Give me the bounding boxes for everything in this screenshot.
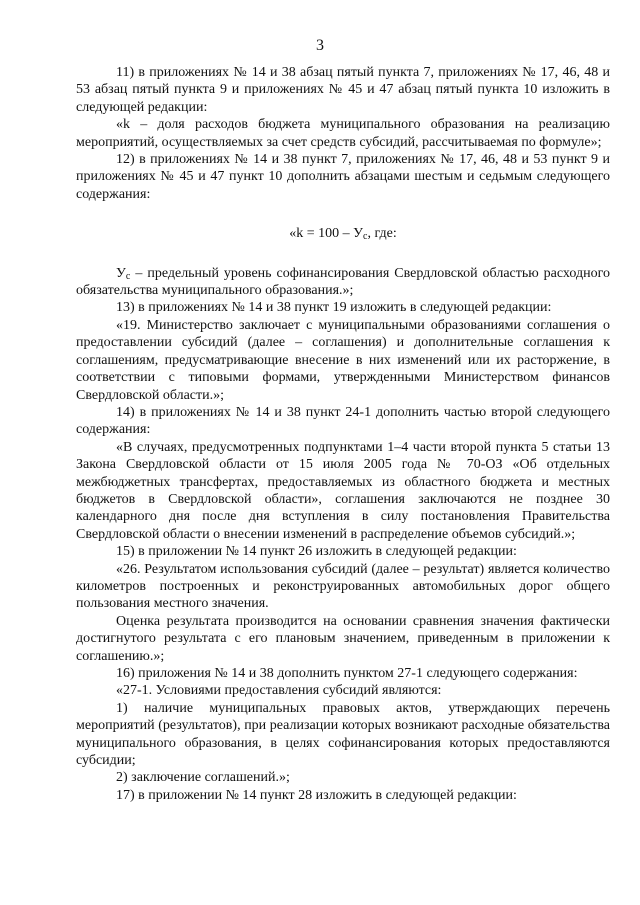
paragraph-item-17: 17) в приложении № 14 пункт 28 изложить в следующей редакции:: [116, 787, 517, 803]
formula-tail: , где:: [367, 226, 397, 242]
formula: [76, 225, 610, 242]
paragraph-item-11: 11) в приложениях № 14 и 38 абзац пятый пункта 7, приложениях № 17, 46, 48 и 53 абзац пятый пункта 9 и приложениях № 45 и 47 абзац пятый пункта 10 изложить в следующей редакции:: [76, 65, 610, 115]
uc-subscript: с: [125, 270, 131, 282]
uc-symbol: У: [116, 265, 126, 281]
uc-definition-text: – предельный уровень софинансирования Свердловской областью расходного обязательства муниципального образования.»;: [76, 265, 610, 299]
paragraph-result-assessment: Оценка результата производится на основании сравнения значения фактически достигнутого результата с его плановым значением, приведенным в приложении к соглашению.»;: [76, 613, 610, 664]
document-body: [76, 64, 610, 804]
paragraph-item-15: 15) в приложении № 14 пункт 26 изложить в следующей редакции:: [116, 544, 517, 560]
paragraph-quote-k-definition: «k – доля расходов бюджета муниципального образования на реализацию мероприятий, осуществляемых за счет средств субсидий, рассчитываемая по формуле»;: [76, 117, 610, 150]
paragraph-uc-definition: [76, 265, 610, 300]
paragraph-item-14: 14) в приложениях № 14 и 38 пункт 24-1 дополнить частью второй следующего содержания:: [76, 404, 610, 438]
paragraph-quote-point-26: «26. Результатом использования субсидий (далее – результат) является количество километров построенных и реконструированных автомобильных дорог общего пользования местного значения.: [76, 561, 610, 612]
paragraph-quote-point-27-1: «27-1. Условиями предоставления субсидий являются:: [116, 683, 442, 699]
paragraph-condition-2: 2) заключение соглашений.»;: [116, 770, 290, 786]
paragraph-condition-1: 1) наличие муниципальных правовых актов, утверждающих перечень мероприятий (результатов), при реализации которых возникают расходные обязательства муниципального образования, в целях софинансирования которых предоставляются субсидии;: [76, 700, 610, 769]
paragraph-item-13: 13) в приложениях № 14 и 38 пункт 19 изложить в следующей редакции:: [116, 300, 552, 316]
formula-subscript: с: [363, 231, 368, 243]
paragraph-item-12: 12) в приложениях № 14 и 38 пункт 7, приложениях № 17, 46, 48 и 53 пункт 9 и приложениях № 45 и 47 пункт 10 дополнить абзацами шестым и седьмым следующего содержания:: [76, 152, 610, 202]
formula-main: «k = 100 – У: [289, 226, 364, 242]
paragraph-item-16: 16) приложения № 14 и 38 дополнить пунктом 27-1 следующего содержания:: [116, 666, 578, 681]
page-number: 3: [316, 37, 324, 54]
paragraph-quote-point-19: «19. Министерство заключает с муниципальными образованиями соглашения о предоставлении субсидий (далее – соглашения) и дополнительные соглашения к соглашениям, предусматривающие внесение в них изменений или их расторжение, в соответствии с типовыми формами, утвержденными Министерством финансов Свердловской области.»;: [76, 317, 610, 403]
paragraph-quote-cases: «В случаях, предусмотренных подпунктами 1–4 части второй пункта 5 статьи 13 Закона Свердловской области от 15 июля 2005 года № 70-ОЗ «Об отдельных межбюджетных трансфертах, предоставляемых из областного бюджета и местных бюджетов в Свердловской области», соглашения заключаются не позднее 30 календарного дня после дня вступления в силу постановления Правительства Свердловской области о внесении изменений в распределение объемов субсидий.»;: [76, 439, 610, 542]
